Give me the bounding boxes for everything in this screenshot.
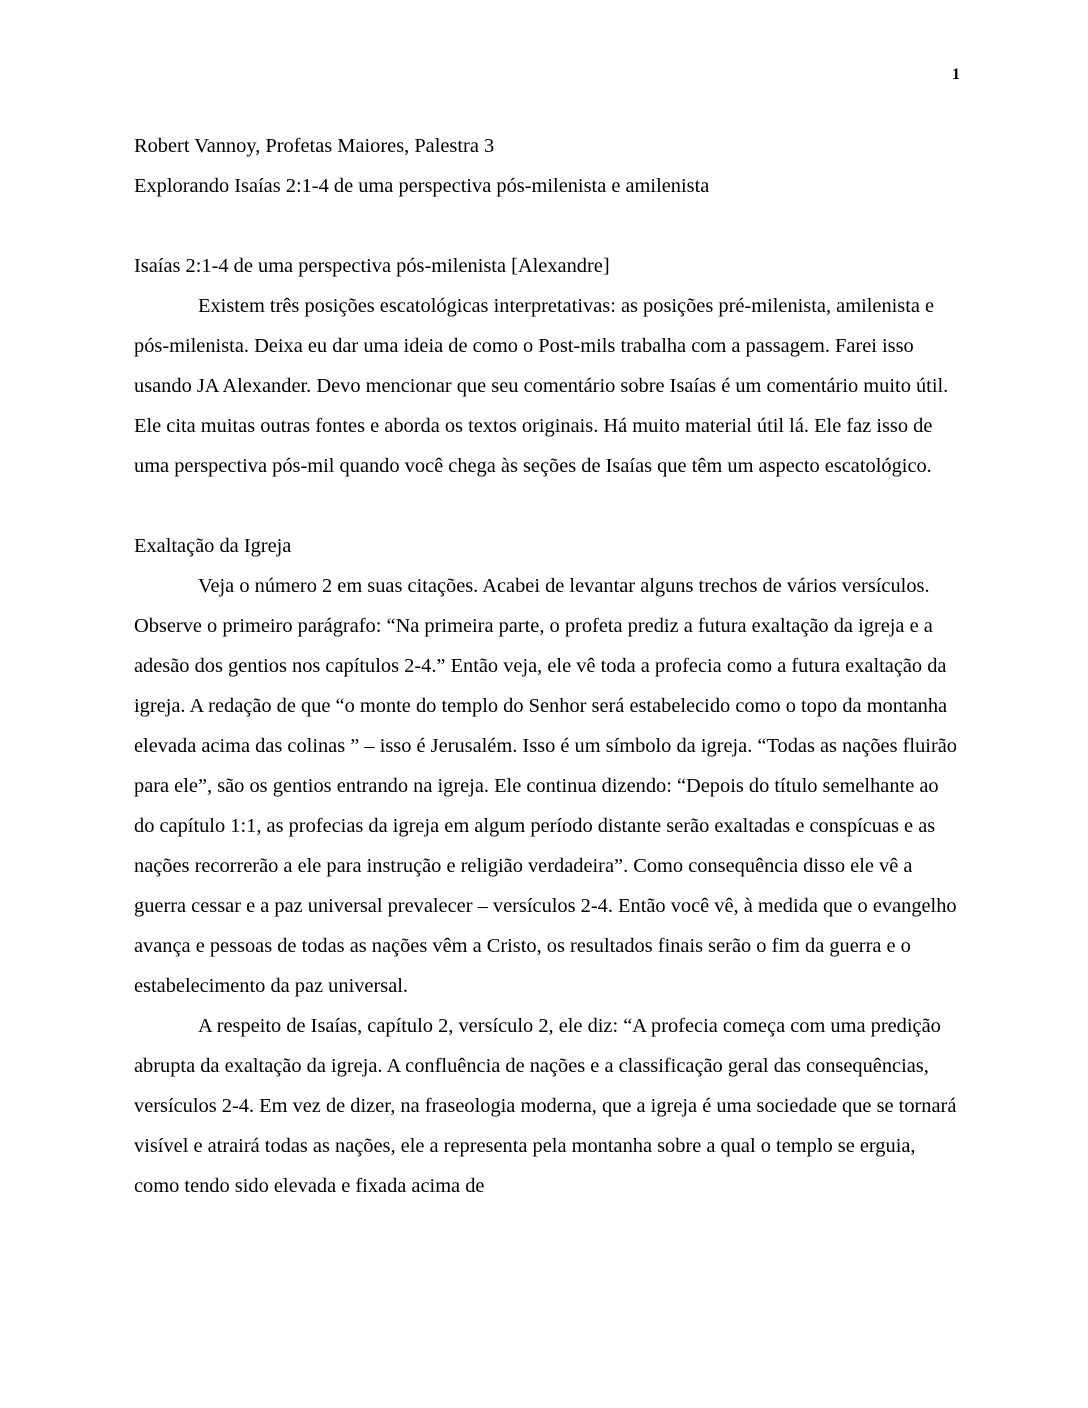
lecture-subtitle: Explorando Isaías 2:1-4 de uma perspectiva pós-milenista e amilenista	[134, 175, 710, 197]
document-body	[134, 126, 962, 1206]
section-heading-exaltation: Exaltação da Igreja	[134, 535, 292, 557]
lecture-title: Robert Vannoy, Profetas Maiores, Palestra 3	[134, 135, 495, 157]
paragraph-citations: Veja o número 2 em suas citações. Acabei de levantar alguns trechos de vários versículos. Observe o primeiro parágrafo: “Na primeira parte, o profeta prediz a futura exaltação da igreja e a adesão dos gentios nos capítulos 2-4.” Então veja, ele vê toda a profecia como a futura exaltação da igreja. A redação de que “o monte do templo do Senhor será estabelecido como o topo da montanha elevada acima das colinas ” – isso é Jerusalém. Isso é um símbolo da igreja. “Todas as nações fluirão para ele”, são os gentios entrando na igreja. Ele continua dizendo: “Depois do título semelhante ao do capítulo 1:1, as profecias da igreja em algum período distante serão exaltadas e conspícuas e as nações recorrerão a ele para instrução e religião verdadeira”. Como consequência disso ele vê a guerra cessar e a paz universal prevalecer – versículos 2-4. Então você vê, à medida que o evangelho avança e pessoas de todas as nações vêm a Cristo, os resultados finais serão o fim da guerra e o estabelecimento da paz universal.	[134, 575, 957, 997]
paragraph-isaiah-2-2: A respeito de Isaías, capítulo 2, versículo 2, ele diz: “A profecia começa com uma predição abrupta da exaltação da igreja. A confluência de nações e a classificação geral das consequências, versículos 2-4. Em vez de dizer, na fraseologia moderna, que a igreja é uma sociedade que se tornará visível e atrairá todas as nações, ele a representa pela montanha sobre a qual o templo se erguia, como tendo sido elevada e fixada acima de	[134, 1015, 957, 1197]
spacer	[134, 206, 962, 246]
page-number: 1	[952, 66, 960, 83]
paragraph-positions: Existem três posições escatológicas interpretativas: as posições pré-milenista, amilenista e pós-milenista. Deixa eu dar uma ideia de como o Post-mils trabalha com a passagem. Farei isso usando JA Alexander. Devo mencionar que seu comentário sobre Isaías é um comentário muito útil. Ele cita muitas outras fontes e aborda os textos originais. Há muito material útil lá. Ele faz isso de uma perspectiva pós-mil quando você chega às seções de Isaías que têm um aspecto escatológico.	[134, 295, 949, 477]
section-heading-postmillennial: Isaías 2:1-4 de uma perspectiva pós-milenista [Alexandre]	[134, 255, 610, 277]
spacer	[134, 486, 962, 526]
